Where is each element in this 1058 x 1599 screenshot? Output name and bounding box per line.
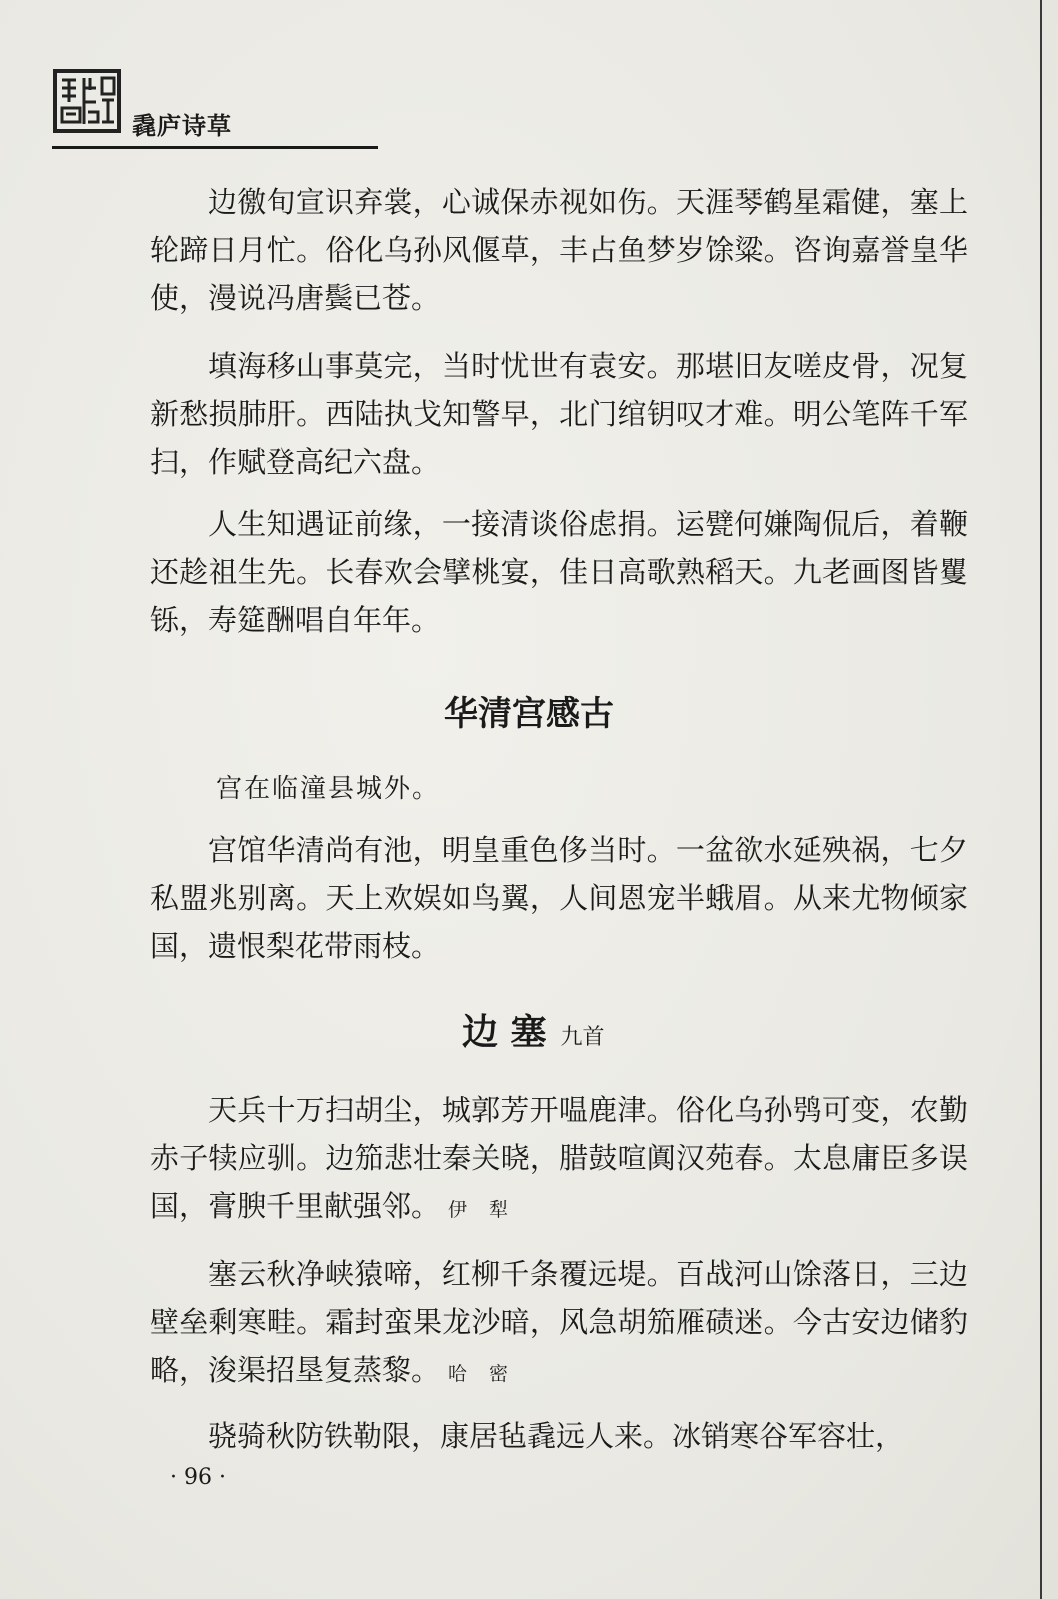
poem-text: 塞云秋净峡猿啼，红柳千条覆远堤。百战河山馀落日，三边壁垒剩寒畦。霜封蛮果龙沙暗，风急胡笳雁碛迷。今古安边储豹略，浚渠招垦复蒸黎。	[150, 1257, 968, 1387]
page-number: · 96 ·	[170, 1465, 226, 1490]
poem-text: 天兵十万扫胡尘，城郭芳开嗢鹿津。俗化乌孙鸮可变，农勤赤子犊应驯。边笳悲壮秦关晓，腊鼓喧阗汉苑春。太息庸臣多误国，膏腴千里献强邻。	[150, 1093, 968, 1223]
poem-paragraph: 边徼旬宣识弃裳，心诚保赤视如伤。天涯琴鹤星霜健，塞上轮蹄日月忙。俗化乌孙风偃草，丰占鱼梦岁馀粱。咨询嘉誉皇华使，漫说冯唐鬓已苍。	[150, 185, 968, 315]
poem-paragraph: 填海移山事莫完，当时忧世有袁安。那堪旧友嗟皮骨，况复新愁损肺肝。西陆执戈知警早，北门绾钥叹才难。明公笔阵千军扫，作赋登高纪六盘。	[150, 349, 968, 479]
poem-paragraph: 骁骑秋防铁勒限，康居毡毳远人来。冰销寒谷军容壮，	[208, 1419, 905, 1453]
place-name: 伊犁	[448, 1199, 531, 1221]
poem-paragraph	[150, 1086, 968, 1234]
page-edge-line	[1040, 0, 1042, 1599]
header-rule	[52, 146, 378, 149]
poem-paragraph: 宫馆华清尚有池，明皇重色侈当时。一盆欲水延殃祸，七夕私盟兆别离。天上欢娱如鸟翼，人间恩宠半蛾眉。从来尤物倾家国，遗恨梨花带雨枝。	[150, 833, 968, 963]
poem-title-subtitle: 九首	[560, 1025, 605, 1050]
poem-title-huaqing: 华清宫感古	[444, 694, 614, 734]
poem-paragraph: 人生知遇证前缘，一接清谈俗虑捐。运甓何嫌陶侃后，着鞭还趁祖生先。长春欢会擘桃宴，佳日高歌熟稻天。九老画图皆矍铄，寿筵酬唱自年年。	[150, 507, 968, 637]
poem-paragraph	[150, 1250, 968, 1398]
place-name: 哈密	[448, 1363, 531, 1385]
poem-note: 宫在临潼县城外。	[216, 774, 441, 804]
book-title: 毳庐诗草	[132, 112, 232, 140]
poem-title-text: 边 塞	[462, 1012, 547, 1053]
seal-stamp-icon	[52, 68, 122, 134]
poem-title-biansai	[462, 1004, 605, 1055]
